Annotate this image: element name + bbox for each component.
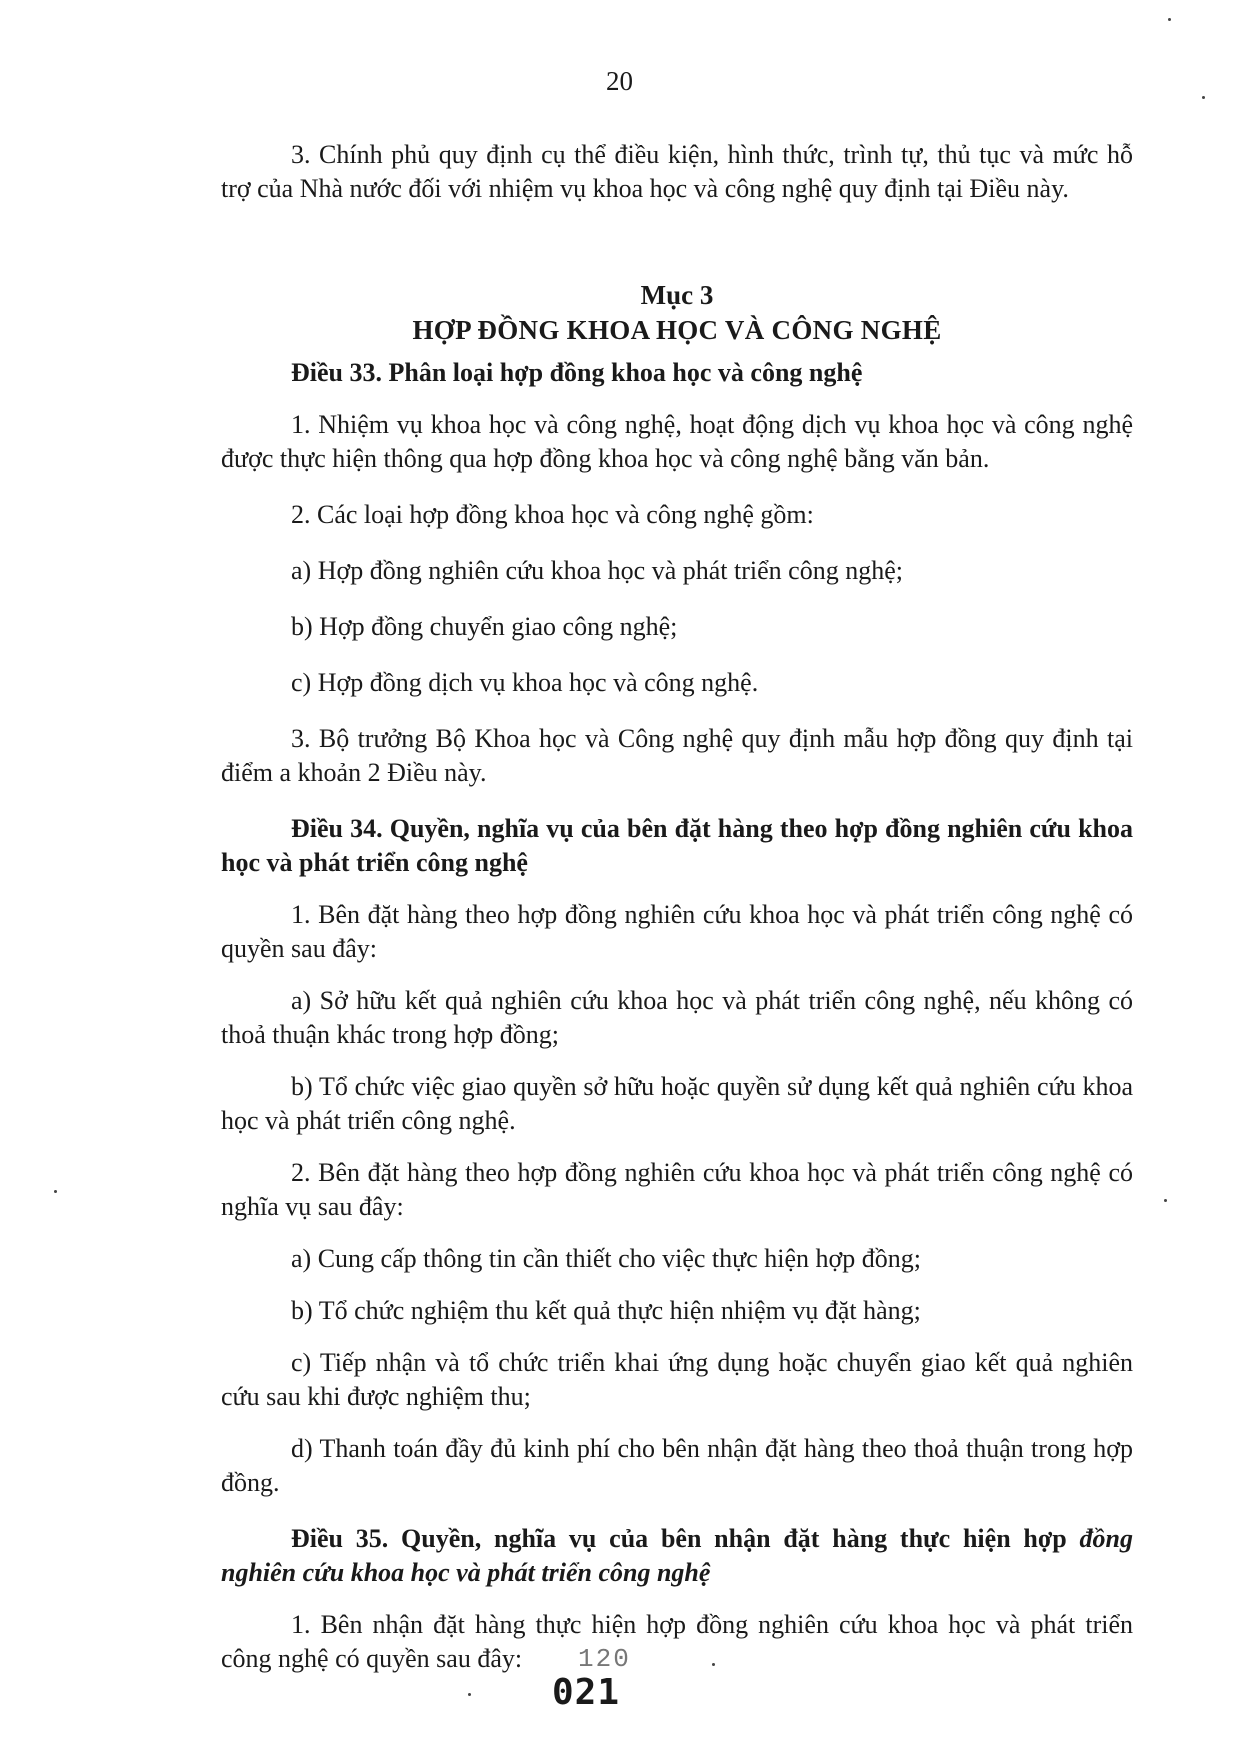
article-33-item-b: b) Hợp đồng chuyển giao công nghệ; xyxy=(291,612,678,641)
article-34-clause-2-item-d: d) Thanh toán đầy đủ kinh phí cho bên nhận đặt hàng theo thoả thuận trong hợp đồng. xyxy=(221,1434,1133,1497)
section-title: HỢP ĐỒNG KHOA HỌC VÀ CÔNG NGHỆ xyxy=(412,315,942,345)
article-33-clause-3: 3. Bộ trưởng Bộ Khoa học và Công nghệ quy định mẫu hợp đồng quy định tại điểm a khoản 2 Điều này. xyxy=(221,724,1133,787)
scan-speck xyxy=(1164,1199,1167,1202)
scan-speck xyxy=(712,1663,715,1666)
page-number: 20 xyxy=(606,66,633,96)
article-35-heading-italic: đồng nghiên cứu khoa học và phát triển công nghệ xyxy=(221,1524,1133,1587)
article-34-clause-2-item-a: a) Cung cấp thông tin cần thiết cho việc thực hiện hợp đồng; xyxy=(291,1244,922,1273)
article-33-clause-2: 2. Các loại hợp đồng khoa học và công nghệ gồm: xyxy=(291,500,814,529)
scan-speck xyxy=(1202,96,1205,99)
article-33-clause-1: 1. Nhiệm vụ khoa học và công nghệ, hoạt động dịch vụ khoa học và công nghệ được thực hiện thông qua hợp đồng khoa học và công nghệ bằng văn bản. xyxy=(221,410,1133,473)
article-35-heading-bold: Điều 35. Quyền, nghĩa vụ của bên nhận đặt hàng thực hiện hợp xyxy=(291,1524,1067,1553)
article-33-item-a: a) Hợp đồng nghiên cứu khoa học và phát triển công nghệ; xyxy=(291,556,903,585)
article-35-heading xyxy=(221,1522,1133,1590)
article-34-clause-2-item-c: c) Tiếp nhận và tổ chức triển khai ứng dụng hoặc chuyển giao kết quả nghiên cứu sau khi được nghiệm thu; xyxy=(221,1348,1133,1411)
article-34-clause-1: 1. Bên đặt hàng theo hợp đồng nghiên cứu khoa học và phát triển công nghệ có quyền sau đây: xyxy=(221,900,1133,963)
scan-speck xyxy=(468,1693,471,1696)
article-33-heading: Điều 33. Phân loại hợp đồng khoa học và công nghệ xyxy=(291,358,863,387)
intro-paragraph: 3. Chính phủ quy định cụ thể điều kiện, hình thức, trình tự, thủ tục và mức hỗ trợ của Nhà nước đối với nhiệm vụ khoa học và công nghệ quy định tại Điều này. xyxy=(221,140,1133,203)
article-34-heading: Điều 34. Quyền, nghĩa vụ của bên đặt hàng theo hợp đồng nghiên cứu khoa học và phát triển công nghệ xyxy=(221,814,1133,877)
scan-speck xyxy=(1168,18,1171,21)
article-35-clause-1: 1. Bên nhận đặt hàng thực hiện hợp đồng nghiên cứu khoa học và phát triển công nghệ có quyền sau đây: xyxy=(221,1610,1133,1673)
article-34-clause-2: 2. Bên đặt hàng theo hợp đồng nghiên cứu khoa học và phát triển công nghệ có nghĩa vụ sau đây: xyxy=(221,1158,1133,1221)
document-body xyxy=(221,138,1133,1676)
article-34-clause-1-item-b: b) Tổ chức việc giao quyền sở hữu hoặc quyền sử dụng kết quả nghiên cứu khoa học và phát triển công nghệ. xyxy=(221,1072,1133,1135)
section-label: Mục 3 xyxy=(640,280,714,310)
article-33-item-c: c) Hợp đồng dịch vụ khoa học và công nghệ. xyxy=(291,668,759,697)
article-34-clause-2-item-b: b) Tổ chức nghiệm thu kết quả thực hiện nhiệm vụ đặt hàng; xyxy=(291,1296,921,1325)
stamp-page-number: 021 xyxy=(552,1672,621,1713)
article-34-clause-1-item-a: a) Sở hữu kết quả nghiên cứu khoa học và phát triển công nghệ, nếu không có thoả thuận khác trong hợp đồng; xyxy=(221,986,1133,1049)
stamp-faint-number: 120 xyxy=(578,1644,631,1674)
scan-speck xyxy=(54,1190,57,1193)
